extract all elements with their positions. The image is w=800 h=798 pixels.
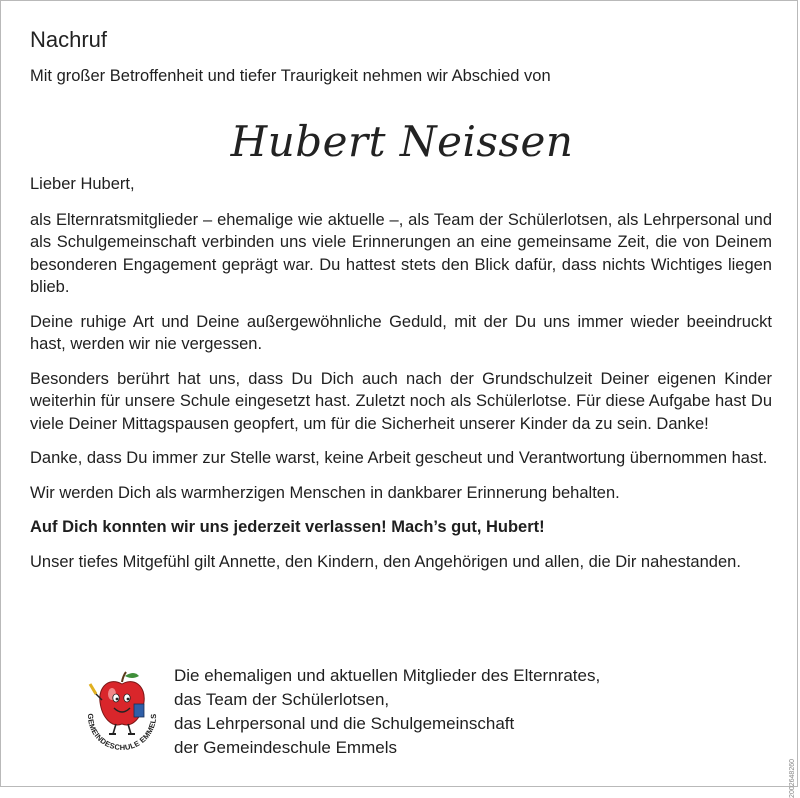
signature-block [174, 664, 600, 760]
body-text [30, 173, 772, 585]
condolence: Unser tiefes Mitgefühl gilt Annette, den Kindern, den Angehörigen und allen, die Dir nahestanden. [30, 551, 772, 574]
deceased-name: Hubert Neissen [30, 112, 774, 172]
notice-heading: Nachruf [30, 26, 107, 54]
paragraph: als Elternratsmitglieder – ehemalige wie aktuelle –, als Team der Schülerlotsen, als Lehrpersonal und als Schulgemeinschaft verbinden uns viele Erinnerungen an eine gemeinsame Zeit, die von Deinem besonderen Engagement geprägt war. Du hattest stets den Blick dafür, dass nichts Wichtiges liegen blieb. [30, 209, 772, 299]
paragraph: Danke, dass Du immer zur Stelle warst, keine Arbeit gescheut und Verantwortung übernommen hast. [30, 447, 772, 470]
logo-ring-text: GEMEINDESCHULE EMMELS [86, 713, 158, 752]
school-logo [76, 664, 168, 756]
signature-line: das Lehrpersonal und die Schulgemeinschaft [174, 712, 600, 736]
bold-farewell: Auf Dich konnten wir uns jederzeit verlassen! Mach’s gut, Hubert! [30, 516, 772, 539]
paragraph: Deine ruhige Art und Deine außergewöhnliche Geduld, mit der Du uns immer wieder beeindruckt hast, werden wir nie vergessen. [30, 311, 772, 356]
intro-line: Mit großer Betroffenheit und tiefer Traurigkeit nehmen wir Abschied von [30, 65, 551, 87]
paragraph: Wir werden Dich als warmherzigen Menschen in dankbarer Erinnerung behalten. [30, 482, 772, 505]
signature-line: Die ehemaligen und aktuellen Mitglieder des Elternrates, [174, 664, 600, 688]
apple-mascot-icon [76, 664, 168, 756]
greeting: Lieber Hubert, [30, 173, 772, 196]
signature-line: der Gemeindeschule Emmels [174, 736, 600, 760]
paragraph: Besonders berührt hat uns, dass Du Dich auch nach der Grundschulzeit Deiner eigenen Kinder weiterhin für unsere Schule eingesetzt hast. Zuletzt noch als Schülerlotse. Für diese Aufgabe hast Du viele Deiner Mittagspausen geopfert, um für die Sicherheit unserer Kinder da zu sein. Danke! [30, 368, 772, 436]
signature-line: das Team der Schülerlotsen, [174, 688, 600, 712]
print-code: 2002648260 [789, 759, 796, 798]
